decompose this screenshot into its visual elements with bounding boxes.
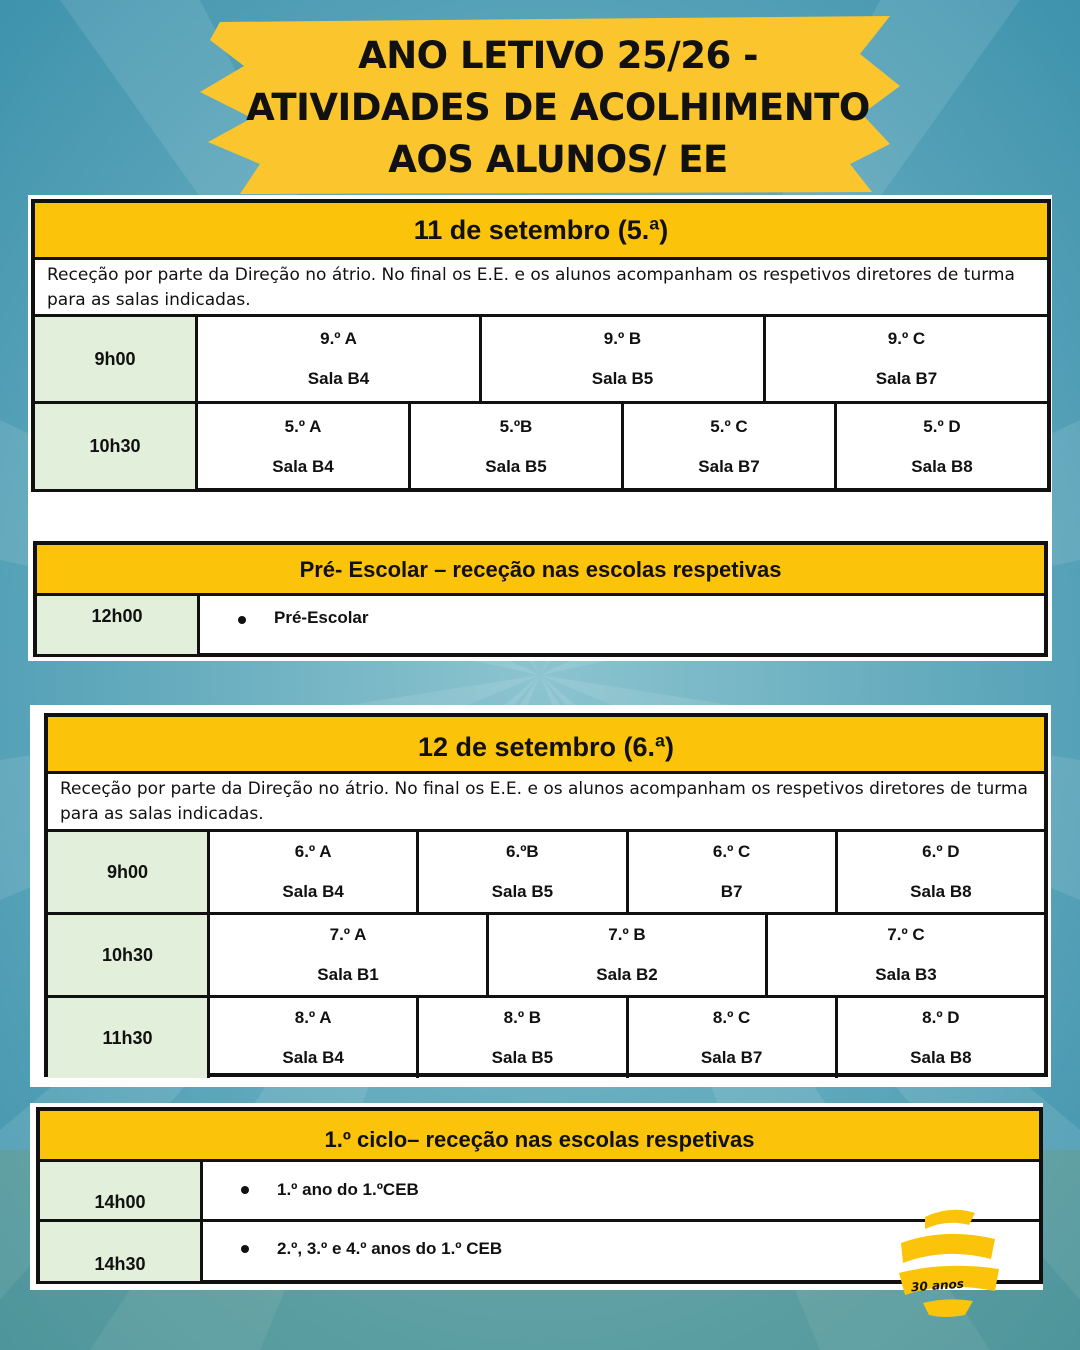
class-label: 5.º D	[923, 416, 961, 436]
room-label: B7	[720, 882, 743, 901]
bullet-icon	[238, 616, 246, 624]
room-label: Sala B7	[700, 1048, 763, 1067]
class-label: 9.º A	[320, 329, 357, 348]
class-label: 6.ºB	[506, 842, 539, 861]
class-cell	[629, 832, 838, 912]
room-label: Sala B3	[875, 965, 937, 984]
table-row	[48, 915, 1044, 998]
class-label: 7.º A	[329, 925, 367, 944]
class-cell	[198, 317, 482, 401]
class-cell	[411, 404, 624, 489]
class-label: 8.º D	[922, 1008, 960, 1027]
room-label: Sala B8	[911, 456, 973, 476]
class-cell	[419, 998, 628, 1078]
room-label: Sala B7	[698, 456, 760, 476]
class-cell	[482, 317, 766, 401]
table-row	[40, 1222, 1039, 1281]
class-cell	[210, 832, 419, 912]
list-item-label: Pré-Escolar	[274, 608, 369, 627]
title-line-2: ATIVIDADES DE ACOLHIMENTO	[246, 86, 870, 129]
class-label: 6.º D	[922, 842, 960, 861]
class-label: 9.º B	[603, 329, 642, 348]
table-row	[35, 404, 1047, 489]
room-label: Sala B5	[491, 1048, 554, 1067]
bullet-icon	[241, 1186, 249, 1194]
class-label: 8.º A	[294, 1008, 332, 1027]
room-label: Sala B8	[910, 882, 972, 901]
day2-header: 12 de setembro (6.ª)	[48, 717, 1044, 774]
table-day2	[44, 713, 1048, 1077]
room-label: Sala B7	[875, 369, 938, 388]
class-cell	[766, 317, 1047, 401]
time-cell: 12h00	[37, 596, 200, 654]
preschool-header: Pré- Escolar – receção nas escolas respetivas	[37, 545, 1044, 596]
room-label: Sala B8	[910, 1048, 972, 1067]
table-day1	[31, 199, 1051, 492]
day2-description: Receção por parte da Direção no átrio. No final os E.E. e os alunos acompanham os respetivos diretores de turma para as salas indicadas.	[48, 774, 1044, 832]
class-label: 8.º C	[712, 1008, 751, 1027]
class-cell	[629, 998, 838, 1078]
room-label: Sala B5	[591, 369, 654, 388]
room-label: Sala B4	[282, 882, 344, 901]
class-cell	[768, 915, 1044, 995]
time-cell: 11h30	[48, 998, 210, 1078]
class-cell	[198, 404, 411, 489]
class-label: 6.º A	[294, 842, 332, 861]
class-cell	[838, 832, 1044, 912]
time-cell: 10h30	[48, 915, 210, 995]
time-cell: 14h30	[40, 1222, 203, 1281]
class-label: 7.º C	[887, 925, 925, 944]
table-cycle1	[36, 1107, 1043, 1284]
room-label: Sala B5	[491, 882, 554, 901]
class-label: 5.ºB	[499, 416, 533, 436]
time-cell: 9h00	[48, 832, 210, 912]
time-cell: 9h00	[35, 317, 198, 401]
day1-header: 11 de setembro (5.ª)	[35, 203, 1047, 260]
class-label: 5.º C	[710, 416, 748, 436]
class-cell	[837, 404, 1047, 489]
class-label: 8.º B	[503, 1008, 542, 1027]
table-row	[35, 317, 1047, 404]
title-line-3: AOS ALUNOS/ EE	[388, 138, 728, 181]
class-label: 6.º C	[712, 842, 751, 861]
room-label: Sala B5	[485, 456, 547, 476]
class-cell	[210, 998, 419, 1078]
day1-description: Receção por parte da Direção no átrio. No final os E.E. e os alunos acompanham os respetivos diretores de turma para as salas indicadas.	[35, 260, 1047, 317]
room-label: Sala B4	[282, 1048, 344, 1067]
class-cell	[624, 404, 837, 489]
room-label: Sala B1	[317, 965, 379, 984]
table-row	[37, 596, 1044, 654]
class-cell	[838, 998, 1044, 1078]
cycle1-header: 1.º ciclo– receção nas escolas respetivas	[40, 1111, 1039, 1162]
time-cell: 10h30	[35, 404, 198, 489]
table-row	[48, 832, 1044, 915]
room-label: Sala B2	[596, 965, 658, 984]
class-label: 5.º A	[284, 416, 322, 436]
class-cell	[419, 832, 628, 912]
table-row	[48, 998, 1044, 1078]
room-label: Sala B4	[307, 369, 370, 388]
class-cell	[489, 915, 768, 995]
bullet-icon	[241, 1245, 249, 1253]
room-label: Sala B4	[272, 456, 334, 476]
class-label: 9.º C	[887, 329, 926, 348]
title-line-1: ANO LETIVO 25/26 -	[358, 34, 758, 77]
table-preschool	[33, 541, 1048, 657]
table-row	[40, 1162, 1039, 1222]
list-item-label: 1.º ano do 1.ºCEB	[277, 1179, 419, 1199]
page-title	[200, 30, 916, 186]
list-item-label: 2.º, 3.º e 4.º anos do 1.º CEB	[277, 1238, 503, 1258]
time-cell: 14h00	[40, 1162, 203, 1219]
class-label: 7.º B	[608, 925, 646, 944]
anniversary-logo-icon	[895, 1205, 1005, 1320]
class-cell	[210, 915, 489, 995]
list-item	[200, 596, 1044, 654]
logo-text: 30 anos	[910, 1276, 965, 1295]
